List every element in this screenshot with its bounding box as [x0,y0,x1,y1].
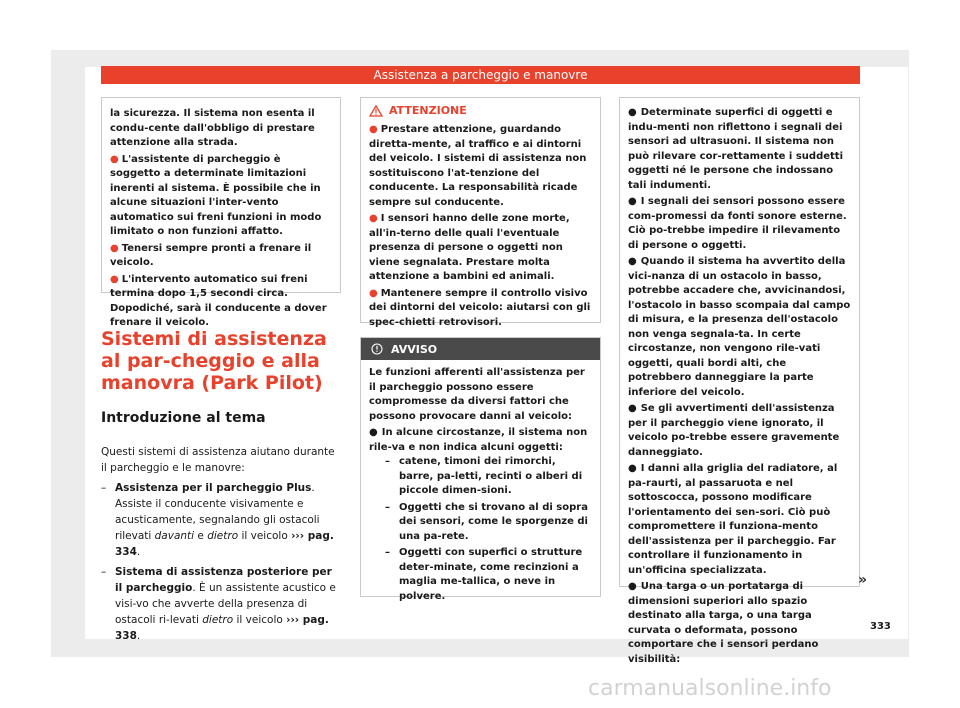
page-header: Assistenza a parcheggio e manovre [101,66,860,84]
avviso-sub-item: – Oggetti che si trovano al di sopra dei sensori, come le sporgenze di una pa-rete. [369,501,592,545]
watermark: carmanualsonline.info [588,676,832,701]
bullet-icon: ● [628,196,637,207]
left-box-bullet: ● L'assistente di parcheggio è soggetto a determinate limitazioni inerenti al sistema. È possibile che in alcune situazioni l'inter-vento automatico sui freni funzioni in modo limitato o non funzioni affatto. [110,153,322,237]
left-box-text: la sicurezza. Il sistema non esenta il condu-cente dall'obbligo di prestare attenzione alla strada. [110,108,315,148]
right-box-bullet: ● Quando il sistema ha avvertito della vici-nanza di un ostacolo in basso, potrebbe accadere che, avvicinandosi, l'ostacolo in basso scompaia dal campo di misura, e la presenza dell'ostacolo non venga segnala-ta. In certe circostanze, non vengono rile-vati oggetti, quali bordi alti, che potrebbero danneggiare la parte inferiore del veicolo. [628,256,851,398]
attenzione-bullet: ● I sensori hanno delle zone morte, all'in-terno delle quali l'eventuale presenza di persone o oggetti non viene segnalata. Prestare molta attenzione a bambini ed animali. [369,213,570,282]
right-box-bullet: ● Se gli avvertimenti dell'assistenza per il parcheggio viene ignorato, il veicolo po-trebbe essere gravemente danneggiato. [628,403,840,458]
bullet-icon: ● [369,427,378,438]
list-item: – Sistema di assistenza posteriore per il parcheggio. È un assistente acustico e visi-vo che avverte della presenza di ostacoli ri-levati dietro il veicolo ››› pag. 338. [101,566,336,642]
page-reference-link[interactable]: ››› pag. 334 [115,530,334,558]
right-box-bullet: ● Determinate superfici di oggetti e indu-menti non riflettono i segnali dei sensori ad ultrasuoni. Il sistema non può rilevare cor-rettamente i suddetti oggetti né le persone che indossano tali indumenti. [628,107,843,191]
dash-icon: – [385,501,390,513]
avviso-box [360,337,601,602]
right-box-bullet: ● Una targa o un portatarga di dimensioni superiori allo spazio destinato alla targa, o una targa curvata o deformata, possono comportare che i sensori perdano visibilità: [628,581,819,665]
avviso-bullet: ● In alcune circostanze, il sistema non rile-va e non indica alcuni oggetti: [369,427,588,453]
right-box [619,97,860,665]
left-box-bullet: ● L'intervento automatico sui freni termina dopo 1,5 secondi circa. Dopodiché, sarà il conducente a dover frenare il veicolo. [110,273,327,328]
attenzione-box [360,97,601,328]
bullet-icon: ● [110,242,119,254]
right-box-bullet: ● I danni alla griglia del radiatore, al pa-raurti, al passaruota e nel sottoscocca, possono modificare l'orientamento dei sen-sori. Ciò può compromettere il funziona-mento dell'assistenza per il parcheggio. Far controllare il funzionamento in un'officina specializzata. [628,463,838,576]
list-item: – Assistenza per il parcheggio Plus. Assiste il conducente visivamente e acusticamente, segnalando gli ostacoli rilevati davanti e dietro il veicolo ››› pag. 334. [101,482,334,558]
dash-icon: – [101,482,107,494]
warning-triangle-icon [369,105,383,117]
dash-icon: – [101,566,107,578]
avviso-text: Le funzioni afferenti all'assistenza per il parcheggio possono essere compromesse da diversi fattori che possono provocare danni al veicolo: [369,367,585,422]
dash-icon: – [385,456,390,467]
bullet-icon: ● [628,403,637,414]
bullet-icon: ● [369,213,378,224]
section-title: Sistemi di assistenza al par-cheggio e alla manovra (Park Pilot) [101,328,327,394]
bullet-icon: ● [628,581,637,592]
bullet-icon: ● [628,463,637,474]
avviso-sub-item: – catene, timoni dei rimorchi, barre, pa-letti, recinti o alberi di piccole dimen-sioni. [369,455,592,499]
info-circle-icon [371,343,383,355]
bullet-icon: ● [369,287,378,299]
right-box-bullet: ● I segnali dei sensori possono essere com-promessi da fonti sonore esterne. Ciò po-trebbe impedire il rilevamento di persone o oggetti. [628,196,847,251]
avviso-header: AVVISO [361,338,600,360]
section-intro: Questi sistemi di assistenza aiutano durante il parcheggio e le manovre: [101,446,335,474]
bullet-icon: ● [110,273,119,285]
attenzione-bullet: ● Prestare attenzione, guardando diretta-mente, al traffico e ai dintorni del veicolo. I sistemi di assistenza non sostituiscono l'at-tenzione del conducente. La responsabilità ricade sempre sul conducente. [369,124,587,208]
bullet-icon: ● [628,107,637,118]
bullet-icon: ● [628,256,637,267]
continue-arrow-icon: » [858,572,868,588]
attenzione-title: ATTENZIONE [369,104,592,117]
page-reference-link[interactable]: ››› pag. 338 [115,614,329,642]
page-number: 333 [870,621,891,632]
section-subtitle: Introduzione al tema [101,410,266,426]
avviso-sub-item: – Oggetti con superfici o strutture deter-minate, come recinzioni a maglia me-tallica, o neve in polvere. [369,546,592,604]
left-box-bullet: ● Tenersi sempre pronti a frenare il veicolo. [110,242,312,268]
left-warning-box [101,97,341,328]
bullet-icon: ● [369,124,378,135]
bullet-icon: ● [110,153,119,165]
dash-icon: – [385,547,390,558]
attenzione-bullet: ● Mantenere sempre il controllo visivo dei dintorni del veicolo: aiutarsi con gli spec-chietti retrovisori. [369,287,591,328]
section-block [101,328,341,644]
